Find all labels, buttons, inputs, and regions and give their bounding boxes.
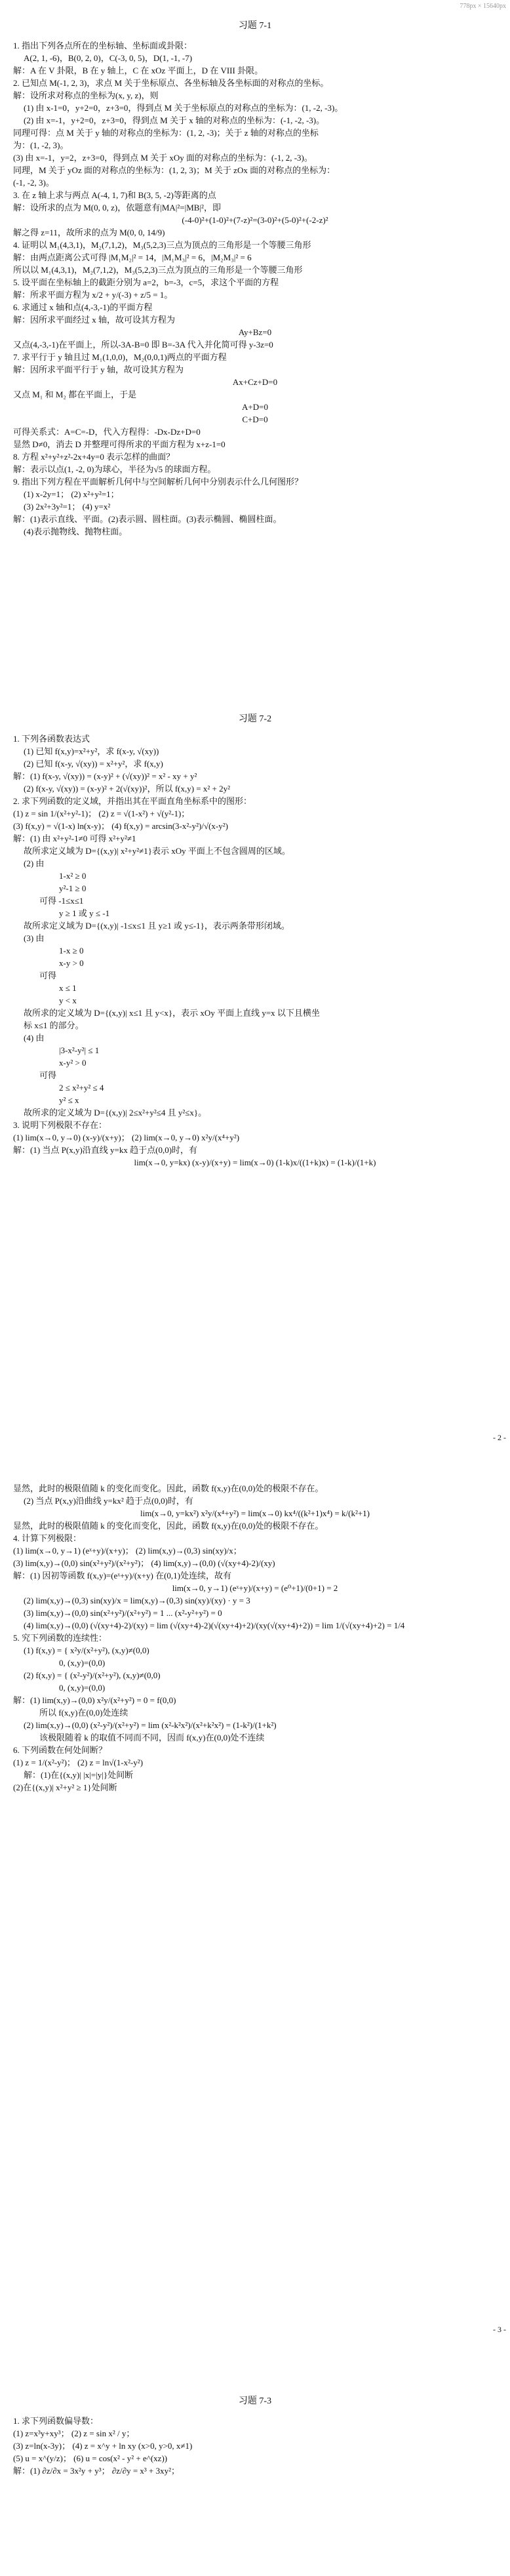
text-line: (1) 已知 f(x,y)=x²+y²，求 f(x-y, √(xy))	[24, 746, 159, 756]
section-body	[0, 733, 510, 1169]
text-line: (2) 当点 P(x,y)沿曲线 y=kx² 趋于点(0,0)时，有	[24, 1496, 193, 1506]
section-7-1	[0, 18, 510, 538]
text-line: x-y > 0	[59, 958, 84, 968]
text-line: (1) lim(x→0, y→0) (x-y)/(x+y)； (2) lim(x→0, y→0) x²y/(x⁴+y²)	[13, 1133, 240, 1142]
section-7-3	[0, 2394, 510, 2477]
text-line: |3-x²-y²| ≤ 1	[59, 1045, 100, 1055]
text-line: (4) lim(x,y)→(0,0) (√(xy+4)-2)/(xy) = lim (√(xy+4)-2)(√(xy+4)+2)/(xy(√(xy+4)+2)) = lim 1/(√(xy+4)+2) = 1/4	[24, 1620, 405, 1630]
text-line: 0, (x,y)=(0,0)	[59, 1658, 106, 1668]
text-line: 解：因所求平面经过 x 轴，故可设其方程为	[13, 315, 176, 325]
text-line: (1) z=x³y+xy³； (2) z = sin x² / y；	[13, 2428, 135, 2438]
text-line: (3) 由	[24, 933, 45, 943]
section-body	[0, 2415, 510, 2477]
section-body	[0, 1482, 510, 1794]
section-title: 习题 7-2	[238, 714, 272, 724]
text-line: C+D=0	[242, 414, 268, 424]
text-line: 解：A 在 V 卦限，B 在 y 轴上，C 在 xOz 平面上，D 在 VIII 卦限。	[13, 66, 264, 75]
text-line: 1-x² ≥ 0	[59, 871, 87, 881]
text-line: lim(x→0, y→1) (eˣ+y)/(x+y) = (e⁰+1)/(0+1) = 2	[172, 1583, 338, 1593]
text-line: 解：由两点距离公式可得 |M₁M₂|² = 14，|M₁M₃|² = 6，|M₂M₃|² = 6	[13, 252, 252, 262]
text-line: 为：(1, -2, 3)。	[13, 140, 69, 150]
page-number: - 2 -	[493, 1433, 506, 1442]
section-7-2-cont	[0, 1482, 510, 1794]
text-line: 可得关系式：A=C=-D，代入方程得：-Dx-Dz+D=0	[13, 427, 201, 437]
text-line: 故所求定义域为 D={(x,y)| -1≤x≤1 且 y≥1 或 y≤-1}，表示两条带形闭域。	[24, 921, 290, 931]
section-7-2	[0, 712, 510, 1169]
text-line: y ≥ 1 或 y ≤ -1	[59, 908, 110, 918]
text-line: 解：(1) f(x-y, √(xy)) = (x-y)² + (√(xy))² = x² - xy + y²	[13, 771, 197, 781]
text-line: 显然，此时的极限值随 k 的变化而变化，因此，函数 f(x,y)在(0,0)处的极限不存在。	[13, 1521, 324, 1531]
text-line: (2) 由 x=-1，y+2=0，z+3=0，得到点 M 关于 x 轴的对称点的坐标为：(-1, -2, -3)。	[24, 115, 325, 125]
text-line: (1) x-2y=1； (2) x²+y²=1；	[24, 489, 119, 499]
text-line: 解之得 z=11，故所求的点为 M(0, 0, 14/9)	[13, 228, 165, 237]
text-line: (2) 由	[24, 858, 45, 868]
text-line: 6. 求通过 x 轴和点(4,-3,-1)的平面方程	[13, 302, 153, 312]
text-line: (3) 由 x=-1，y=2，z+3=0，得到点 M 关于 xOy 面的对称点的坐标为：(-1, 2, -3)。	[13, 153, 313, 163]
text-line: 3. 说明下列极限不存在：	[13, 1120, 108, 1130]
text-line: (1) z = 1/(x²-y²)； (2) z = ln√(1-x²-y²)	[13, 1758, 144, 1767]
text-line: (5) u = x^(y/z)； (6) u = cos(x² - y² + e^(xz))	[13, 2453, 168, 2463]
text-line: 6. 下列函数在何处间断？	[13, 1745, 108, 1755]
text-line: 故所求的定义域为 D={(x,y)| 2≤x²+y²≤4 且 y²≤x}。	[24, 1108, 207, 1117]
text-line: A+D=0	[242, 402, 268, 412]
text-line: 2. 已知点 M(-1, 2, 3)，求点 M 关于坐标原点、各坐标轴及各坐标面的对称点的坐标。	[13, 78, 329, 88]
text-line: (3) f(x,y) = √(1-x) ln(x-y)； (4) f(x,y) = arcsin(3-x²-y²)/√(x-y²)	[13, 821, 228, 831]
page-number: - 3 -	[493, 2325, 506, 2334]
text-line: (-4-0)²+(1-0)²+(7-z)²=(3-0)²+(5-0)²+(-2-z)²	[182, 215, 328, 225]
text-line: (3) lim(x,y)→(0,0) sin(x²+y²)/(x²+y²)； (4) lim(x,y)→(0,0) (√(xy+4)-2)/(xy)	[13, 1558, 275, 1568]
text-line: 解：(1) 当点 P(x,y)沿直线 y=kx 趋于点(0,0)时，有	[13, 1145, 198, 1155]
text-line: 1-x ≥ 0	[59, 946, 84, 956]
text-line: (1) f(x,y) = { x²y/(x²+y²), (x,y)≠(0,0)	[24, 1645, 149, 1655]
text-line: 显然，此时的极限值随 k 的变化而变化。因此，函数 f(x,y)在(0,0)处的极限不存在。	[13, 1483, 324, 1493]
text-line: 5. 究下列函数的连续性：	[13, 1633, 108, 1643]
text-line: 同理可得：点 M 关于 y 轴的对称点的坐标为：(1, 2, -3)；关于 z 轴的对称点的坐标	[13, 128, 319, 138]
section-body	[0, 39, 510, 538]
text-line: 可得	[39, 1070, 57, 1080]
text-line: (3) z=ln(x-3y)； (4) z = x^y + ln xy (x>0, y>0, x≠1)	[13, 2441, 193, 2451]
text-line: (2) lim(x,y)→(0,3) sin(xy)/x = lim(x,y)→(0,3) sin(xy)/(xy) · y = 3	[24, 1596, 250, 1605]
text-line: (2) 已知 f(x-y, √(xy)) = x²+y²，求 f(x,y)	[24, 759, 163, 769]
text-line: 1. 求下列函数偏导数：	[13, 2416, 99, 2426]
text-line: y²-1 ≥ 0	[59, 883, 87, 893]
text-line: lim(x→0, y=kx²) x²y/(x⁴+y²) = lim(x→0) kx⁴/((k²+1)x⁴) = k/(k²+1)	[140, 1508, 370, 1518]
text-line: (2) lim(x,y)→(0,0) (x²-y²)/(x²+y²) = lim (x²-k²x²)/(x²+k²x²) = (1-k²)/(1+k²)	[24, 1720, 277, 1730]
text-line: 解：(1) 因初等函数 f(x,y)=(eˣ+y)/(x+y) 在(0,1)处连续，故有	[13, 1571, 232, 1580]
text-line: 可得 -1≤x≤1	[39, 896, 84, 906]
text-line: 解：设所求对称点的坐标为(x, y, z)，则	[13, 91, 159, 100]
text-line: 解：表示以点(1, -2, 0)为球心，半径为√5 的球面方程。	[13, 464, 216, 474]
text-line: 解：设所求的点为 M(0, 0, z)，依题意有|MA|²=|MB|²，即	[13, 203, 221, 212]
text-line: y < x	[59, 996, 77, 1005]
text-line: 1. 下列各函数表达式	[13, 734, 90, 744]
text-line: (1) 由 x-1=0，y+2=0，z+3=0，得到点 M 关于坐标原点的对称点的坐标为：(1, -2, -3)。	[24, 103, 343, 113]
text-line: 0, (x,y)=(0,0)	[59, 1683, 106, 1693]
text-line: 解：(1)表示直线、平面。(2)表示圆、圆柱面。(3)表示椭圆、椭圆柱面。	[13, 514, 282, 524]
text-line: 故所求的定义域为 D={(x,y)| x≤1 且 y<x}，表示 xOy 平面上直线 y=x 以下且横坐	[24, 1008, 320, 1018]
text-line: 9. 指出下列方程在平面解析几何中与空间解析几何中分别表示什么几何图形？	[13, 477, 304, 487]
text-line: y² ≤ x	[59, 1095, 79, 1105]
text-line: 1. 指出下列各点所在的坐标轴、坐标面或卦限：	[13, 41, 193, 50]
text-line: 2 ≤ x²+y² ≤ 4	[59, 1083, 104, 1093]
text-line: 解：因所求平面平行于 y 轴，故可设其方程为	[13, 365, 184, 374]
section-title: 习题 7-3	[238, 2396, 272, 2406]
text-line: 标 x≤1 的部分。	[24, 1020, 84, 1030]
text-line: 所以 f(x,y)在(0,0)处连续	[39, 1708, 128, 1718]
text-line: 该极限随着 k 的取值不同而不同，因而 f(x,y)在(0,0)处不连续	[39, 1733, 265, 1742]
text-line: 所以以 M₁(4,3,1)，M₂(7,1,2)，M₃(5,2,3)三点为顶点的三角形是一个等腰三角形	[13, 265, 303, 275]
text-line: 解：(1) lim(x,y)→(0,0) x²y/(x²+y²) = 0 = f(0,0)	[13, 1695, 176, 1705]
section-title: 习题 7-1	[238, 21, 272, 31]
text-line: (3) 2x²+3y²=1； (4) y=x²	[24, 502, 111, 512]
text-line: 解：(1) ∂z/∂x = 3x²y + y³； ∂z/∂y = x³ + 3xy²；	[13, 2466, 180, 2476]
text-line: 解：(1) 由 x²+y²-1≠0 可得 x²+y²≠1	[13, 834, 136, 843]
text-line: 又点(4,-3,-1)在平面上，所以-3A-B=0 即 B=-3A 代入并化简可得 y-3z=0	[13, 340, 273, 350]
text-line: 5. 设平面在坐标轴上的截距分别为 a=2，b=-3，c=5，求这个平面的方程	[13, 277, 279, 287]
text-line: x-y² > 0	[59, 1058, 87, 1068]
text-line: 显然 D≠0，消去 D 并整理可得所求的平面方程为 x+z-1=0	[13, 439, 226, 449]
text-line: Ay+Bz=0	[238, 327, 272, 337]
text-line: (2) f(x,y) = { (x²-y²)/(x²+y²), (x,y)≠(0,0)	[24, 1670, 161, 1680]
top-hint: 778px × 15640px	[460, 3, 506, 10]
text-line: 解：(1)在{(x,y)| |x|=|y|}处间断	[24, 1770, 134, 1780]
text-line: x ≤ 1	[59, 983, 77, 993]
text-line: 故所求定义域为 D={(x,y)| x²+y²≠1}表示 xOy 平面上不包含圆周的区域。	[24, 846, 290, 856]
text-line: (2) f(x-y, √(xy)) = (x-y)² + 2(√(xy))²，所以 f(x,y) = x² + 2y²	[24, 784, 231, 794]
text-line: 7. 求平行于 y 轴且过 M₁(1,0,0)，M₂(0,0,1)两点的平面方程	[13, 352, 227, 362]
text-line: (3) lim(x,y)→(0,0) sin(x²+y²)/(x²+y²) = 1 ... (x²-y²+y²) = 0	[24, 1608, 222, 1618]
text-line: (1) z = sin 1/(x²+y²-1)； (2) z = √(1-x²) + √(y²-1)；	[13, 809, 190, 818]
text-line: 解：所求平面方程为 x/2 + y/(-3) + z/5 = 1。	[13, 290, 173, 300]
text-line: Ax+Cz+D=0	[232, 377, 278, 387]
text-line: (1) lim(x→0, y→1) (eˣ+y)/(x+y)； (2) lim(x,y)→(0,3) sin(xy)/x；	[13, 1546, 242, 1556]
text-line: A(2, 1, -6)，B(0, 2, 0)，C(-3, 0, 5)，D(1, -1, -7)	[24, 53, 193, 63]
text-line: 可得	[39, 971, 57, 980]
text-line: lim(x→0, y=kx) (x-y)/(x+y) = lim(x→0) (1-k)x/((1+k)x) = (1-k)/(1+k)	[134, 1157, 376, 1167]
text-line: (4) 由	[24, 1033, 45, 1043]
text-line: 2. 求下列函数的定义域，并指出其在平面直角坐标系中的图形：	[13, 796, 252, 806]
text-line: 同理，M 关于 yOz 面的对称点的坐标为：(1, 2, 3)；M 关于 zOx 面的对称点的坐标为：	[13, 165, 336, 175]
text-line: 又点 M₁ 和 M₂ 都在平面上，于是	[13, 390, 137, 399]
text-line: (2)在{(x,y)| x²+y² ≥ 1}处间断	[13, 1782, 117, 1792]
text-line: 3. 在 z 轴上求与两点 A(-4, 1, 7)和 B(3, 5, -2)等距离的点	[13, 190, 216, 200]
text-line: 8. 方程 x²+y²+z²-2x+4y=0 表示怎样的曲面？	[13, 452, 175, 462]
text-line: (4)表示抛物线、抛物柱面。	[24, 527, 128, 536]
text-line: 4. 证明以 M₁(4,3,1)，M₂(7,1,2)，M₃(5,2,3)三点为顶点的三角形是一个等腰三角形	[13, 240, 311, 250]
text-line: (-1, -2, 3)。	[13, 178, 54, 188]
text-line: 4. 计算下列极限：	[13, 1533, 82, 1543]
